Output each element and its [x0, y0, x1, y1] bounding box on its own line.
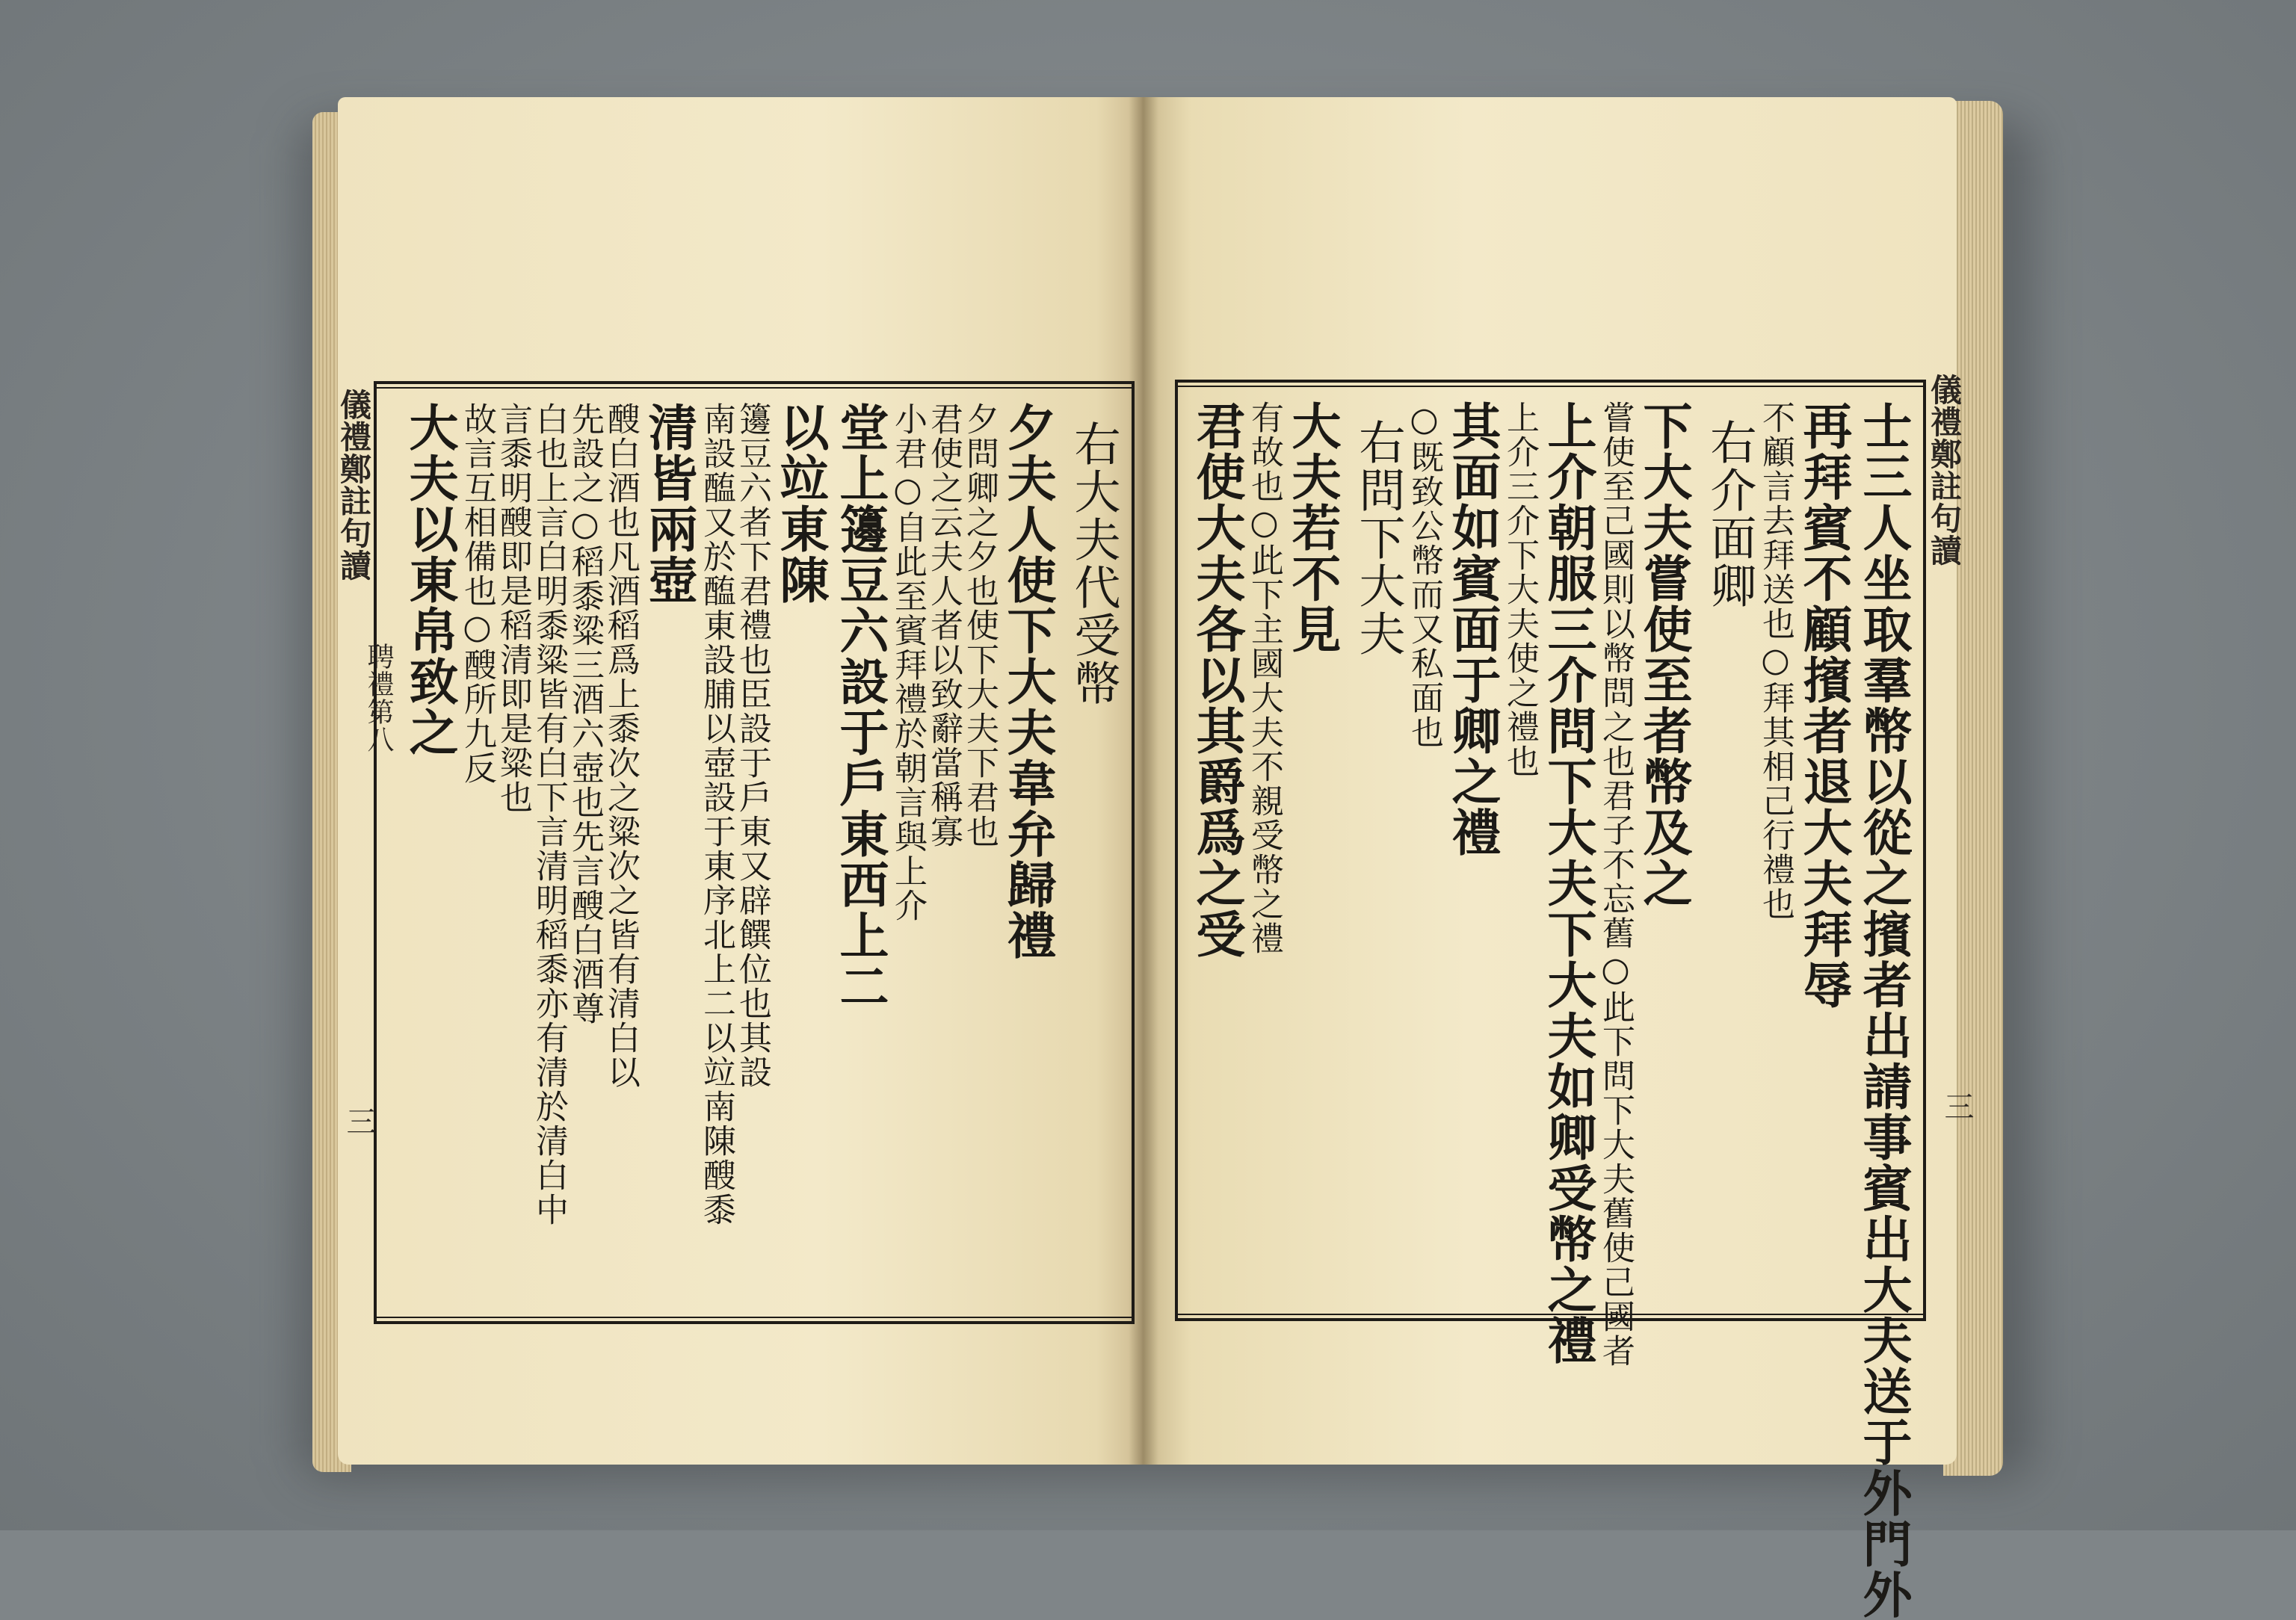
text-column-big: 其面如賓面于卿之禮 [1443, 401, 1502, 858]
text-column-big: 堂上籩豆六設于戶東西上二 [831, 402, 889, 1012]
text-column-heading: 右大夫代受幣 [1067, 420, 1121, 707]
text-column-big: 君使大夫各以其爵爲之受 [1188, 401, 1246, 959]
text-column-heading: 右介面卿 [1703, 418, 1757, 610]
frame-rule [377, 387, 1132, 389]
text-column-small: 先設之○稻黍粱三酒六壺也先言醙白酒尊 [566, 402, 604, 1026]
text-column-small: 籩豆六者下君禮也臣設于戶東又辟饌位也其設 [733, 402, 771, 1089]
text-column-small: 君使之云夫人者以致辭當稱寡 [925, 402, 963, 849]
text-column-small: 醙白酒也凡酒稻爲上黍次之粱次之皆有清白以 [602, 402, 640, 1089]
text-column-small: 小君○自此至賓拜禮於朝言與上介 [889, 402, 927, 923]
left-margin-chapter: 聘禮第八 [363, 643, 394, 753]
left-margin-folio: 三 [342, 1106, 376, 1136]
text-column-big: 士三人坐取羣幣以從之擯者出請事賓出大夫送于外門外 [1854, 401, 1913, 1620]
text-column-small: 南設醢又於醢東設脯以壺設于東序北上二以竝南陳醙黍 [697, 402, 735, 1227]
text-column-small: 嘗使至己國則以幣問之也君子不忘舊○此下問下大夫舊使己國者 [1596, 401, 1635, 1368]
text-column-heading: 右問下大夫 [1351, 418, 1406, 658]
frame-rule [1178, 386, 1923, 387]
right-margin-folio: 三 [1939, 1091, 1974, 1121]
right-margin-title: 儀禮鄭註句讀 [1926, 374, 1963, 566]
right-text-frame [1175, 380, 1926, 1620]
text-column-small: 不顧言去拜送也○拜其相己行禮也 [1756, 401, 1794, 921]
text-column-small: 故言互相備也○醙所九反 [458, 402, 496, 785]
left-margin-title: 儀禮鄭註句讀 [336, 389, 372, 581]
text-column-big: 夕夫人使下大夫韋弁歸禮 [999, 402, 1057, 961]
left-text-frame [374, 381, 1135, 1324]
text-column-big: 大夫以東帛致之 [401, 402, 459, 758]
text-column-big: 下大夫嘗使至者幣及之 [1635, 401, 1693, 909]
text-column-small: ○既致公幣而又私面也 [1405, 401, 1443, 749]
text-column-big: 大夫若不見 [1283, 401, 1342, 655]
text-column-small: 言黍明醙即是稻清即是粱也 [494, 402, 532, 814]
text-column-small: 上介三介下大夫使之禮也 [1501, 401, 1539, 779]
frame-rule [377, 1317, 1132, 1318]
text-column-big: 以竝東陳 [771, 402, 830, 605]
text-column-big: 上介朝服三介問下大夫下大夫如卿受幣之禮 [1539, 401, 1597, 1366]
text-column-big: 再拜賓不顧擯者退大夫拜辱 [1794, 401, 1853, 1010]
text-column-small: 夕問卿之夕也使下大夫下君也 [960, 402, 999, 849]
text-column-small: 白也上言白明黍粱皆有白下言清明稻黍亦有清於清白中 [530, 402, 568, 1227]
text-column-small: 有故也○此下主國大夫不親受幣之禮 [1245, 401, 1283, 956]
text-column-big: 清皆兩壺 [640, 402, 698, 605]
